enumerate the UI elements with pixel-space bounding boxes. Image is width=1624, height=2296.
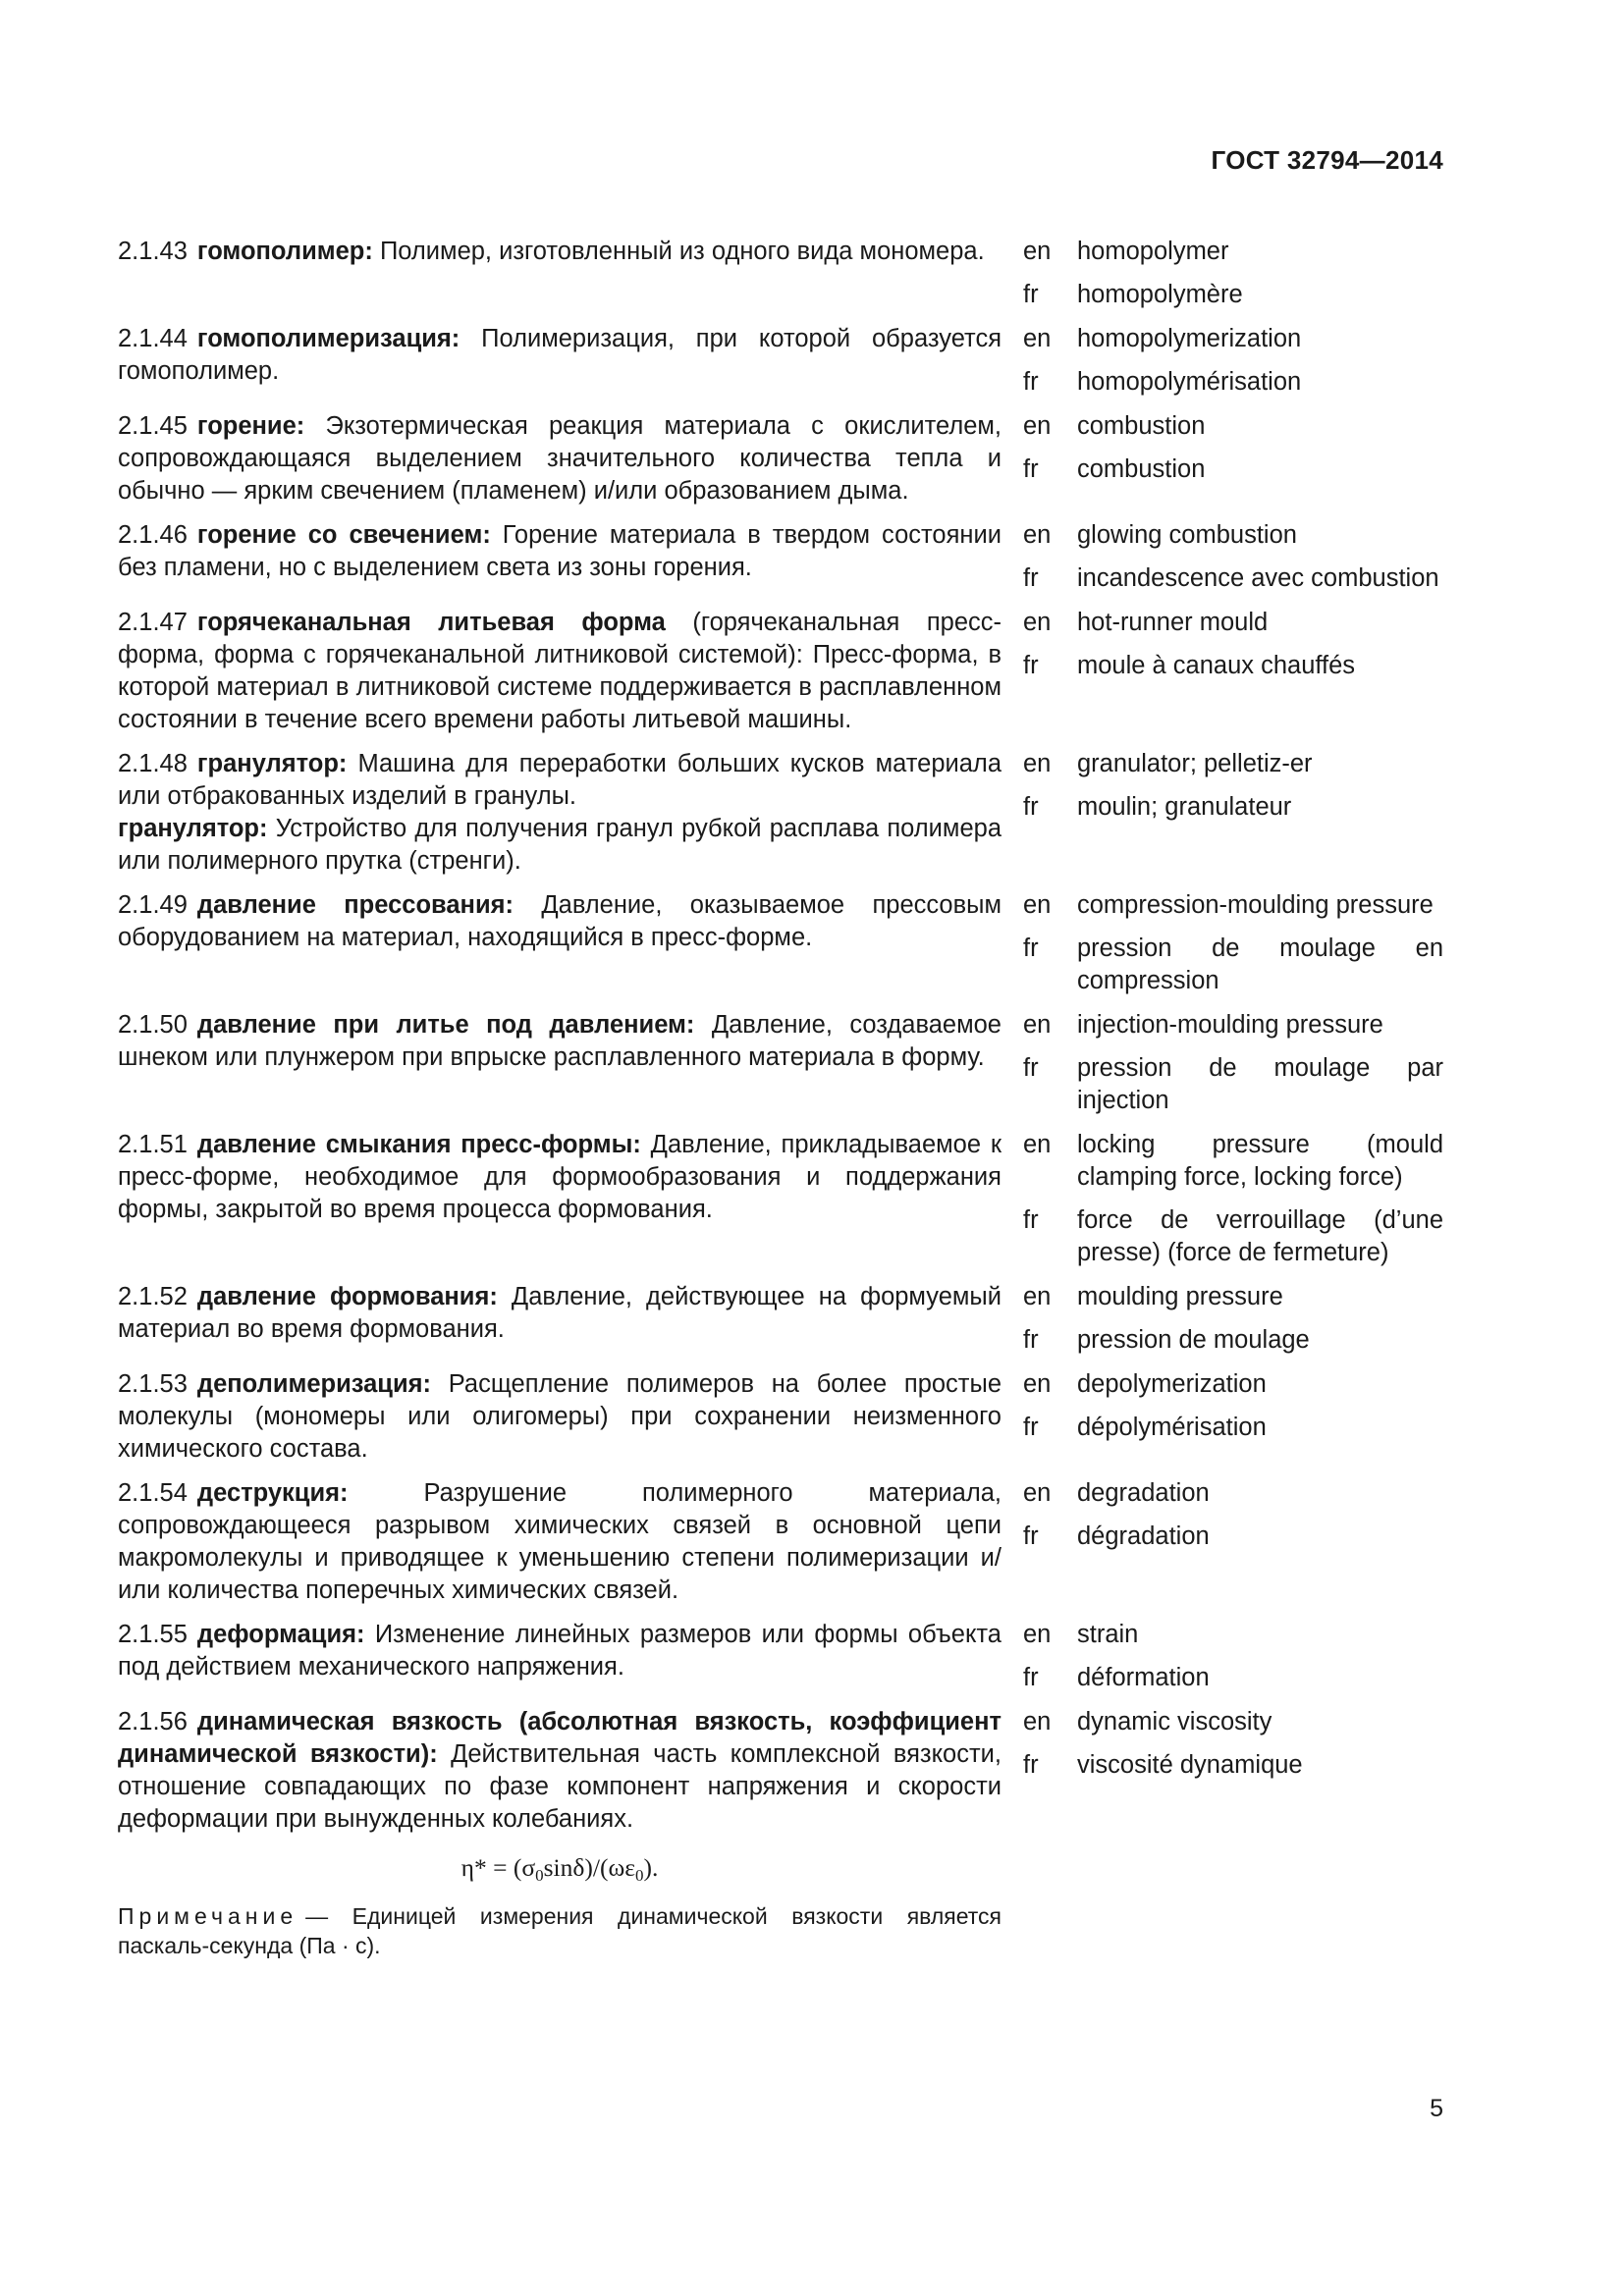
translation: degradation bbox=[1077, 1479, 1210, 1507]
term-entry bbox=[118, 1477, 1443, 1607]
translation: pression de moulage bbox=[1077, 1326, 1310, 1354]
term-definition bbox=[118, 1009, 1001, 1117]
term-name: давление при литье под давлением: bbox=[196, 1011, 695, 1039]
term-number: 2.1.53 bbox=[118, 1370, 188, 1398]
term-text: Экзотермическая реакция материала с окислителем, сопровождающаяся выделением значительного количества тепла и обычно — ярким свечением (пламенем) и/или образованием дыма. bbox=[118, 412, 1001, 505]
translation: homopolymerization bbox=[1077, 325, 1302, 352]
translation: dynamic viscosity bbox=[1077, 1708, 1272, 1735]
translation: pression de moulage en compression bbox=[1077, 934, 1443, 994]
term-definition bbox=[118, 1368, 1001, 1466]
translation: moule à canaux chauffés bbox=[1077, 652, 1356, 679]
term-translations bbox=[1023, 889, 1443, 997]
term-definition bbox=[118, 1477, 1001, 1607]
translation: moulin; granulateur bbox=[1077, 793, 1292, 821]
translation: granulator; pelletiz-er bbox=[1077, 750, 1313, 777]
term-definition bbox=[118, 1619, 1001, 1694]
term-text: Разрушение полимерного материала, сопровождающееся разрывом химических связей в основной цепи макромолекулы и приводящее к уменьшению степени полимеризации и/или количества поперечных химических связей. bbox=[118, 1479, 1001, 1604]
term-text: Давление, создаваемое шнеком или плунжером при впрыске расплавленного материала в форму. bbox=[118, 1011, 1001, 1071]
term-text: Давление, прикладываемое к пресс-форме, необходимое для формообразования и поддержания формы, закрытой во время процесса формования. bbox=[118, 1131, 1001, 1223]
term-number: 2.1.54 bbox=[118, 1479, 188, 1507]
lang-code: en bbox=[1023, 750, 1052, 777]
term-translations bbox=[1023, 519, 1443, 595]
term-translations bbox=[1023, 1706, 1443, 1960]
term-number: 2.1.49 bbox=[118, 891, 188, 919]
viscosity-formula: $\eta* = (\sigma_0\sin\delta)/(\omega\varepsilon_0)$. bbox=[460, 1853, 659, 1885]
lang-code: fr bbox=[1023, 1751, 1039, 1779]
term-entry bbox=[118, 1619, 1443, 1694]
lang-code: fr bbox=[1023, 1206, 1039, 1234]
lang-code: fr bbox=[1023, 934, 1039, 962]
page-number: 5 bbox=[1430, 2095, 1443, 2122]
note bbox=[118, 1901, 1001, 1960]
lang-code: en bbox=[1023, 1131, 1052, 1158]
translation: pression de moulage par injection bbox=[1077, 1054, 1443, 1114]
lang-code: fr bbox=[1023, 368, 1039, 396]
lang-code: fr bbox=[1023, 455, 1039, 483]
translation: depolymerization bbox=[1077, 1370, 1267, 1398]
term-text: Изменение линейных размеров или формы объекта под действием механического напряжения. bbox=[118, 1621, 1001, 1681]
term-name: деформация: bbox=[196, 1621, 365, 1648]
note-text: — Единицей измерения динамической вязкости является паскаль-секунда (Па · с). bbox=[118, 1903, 1001, 1958]
term-number: 2.1.55 bbox=[118, 1621, 188, 1648]
term-entry bbox=[118, 323, 1443, 399]
terms-list bbox=[118, 236, 1443, 1972]
term-text: Полимер, изготовленный из одного вида мономера. bbox=[372, 238, 985, 265]
translation: viscosité dynamique bbox=[1077, 1751, 1303, 1779]
lang-code: fr bbox=[1023, 1054, 1039, 1082]
term-translations bbox=[1023, 1477, 1443, 1607]
lang-code: en bbox=[1023, 1708, 1052, 1735]
term-translations bbox=[1023, 236, 1443, 311]
translation: compression-moulding pressure bbox=[1077, 891, 1434, 919]
term-name: давление прессования: bbox=[196, 891, 514, 919]
translation: moulding pressure bbox=[1077, 1283, 1283, 1310]
term-entry bbox=[118, 889, 1443, 997]
term-entry bbox=[118, 410, 1443, 507]
translation: dégradation bbox=[1077, 1522, 1210, 1550]
term-entry bbox=[118, 1706, 1443, 1960]
term-text: Действительная часть комплексной вязкости, отношение совпадающих по фазе компонент напряжения и скорости деформации при вынужденных колебаниях. bbox=[118, 1740, 1001, 1833]
term-name: динамическая вязкость (абсолютная вязкость, коэффициент динамической вязкости): bbox=[118, 1708, 1001, 1768]
term-number: 2.1.52 bbox=[118, 1283, 188, 1310]
term-text: Горение материала в твердом состоянии без пламени, но с выделением света из зоны горения. bbox=[118, 521, 1001, 581]
lang-code: fr bbox=[1023, 1414, 1039, 1441]
lang-code: en bbox=[1023, 1283, 1052, 1310]
term-translations bbox=[1023, 1129, 1443, 1269]
lang-code: en bbox=[1023, 325, 1052, 352]
lang-code: fr bbox=[1023, 1522, 1039, 1550]
translation: locking pressure (mould clamping force, locking force) bbox=[1077, 1131, 1443, 1191]
translation: homopolymère bbox=[1077, 281, 1243, 308]
lang-code: fr bbox=[1023, 1664, 1039, 1691]
lang-code: fr bbox=[1023, 281, 1039, 308]
term-translations bbox=[1023, 607, 1443, 736]
translation: incandescence avec combustion bbox=[1077, 564, 1439, 592]
term-translations bbox=[1023, 323, 1443, 399]
term-definition bbox=[118, 410, 1001, 507]
lang-code: en bbox=[1023, 891, 1052, 919]
translation: dépolymérisation bbox=[1077, 1414, 1267, 1441]
term-number: 2.1.47 bbox=[118, 609, 188, 636]
term-name: гомополимеризация: bbox=[196, 325, 460, 352]
term-name: гранулятор: bbox=[196, 750, 348, 777]
term-name: давление формования: bbox=[196, 1283, 498, 1310]
lang-code: en bbox=[1023, 521, 1052, 549]
term-definition bbox=[118, 889, 1001, 997]
lang-code: en bbox=[1023, 1621, 1052, 1648]
translation: homopolymérisation bbox=[1077, 368, 1302, 396]
term-translations bbox=[1023, 1368, 1443, 1466]
term-number: 2.1.56 bbox=[118, 1708, 188, 1735]
term-entry bbox=[118, 1281, 1443, 1357]
term-translations bbox=[1023, 1009, 1443, 1117]
term-translations bbox=[1023, 410, 1443, 507]
lang-code: fr bbox=[1023, 652, 1039, 679]
term-entry bbox=[118, 607, 1443, 736]
lang-code: fr bbox=[1023, 793, 1039, 821]
term-entry bbox=[118, 748, 1443, 878]
term-number: 2.1.46 bbox=[118, 521, 188, 549]
term-text: Машина для переработки больших кусков материала или отбракованных изделий в гранулы. bbox=[118, 750, 1001, 810]
term-definition bbox=[118, 519, 1001, 595]
lang-code: en bbox=[1023, 1011, 1052, 1039]
term-definition bbox=[118, 1706, 1001, 1960]
translation: combustion bbox=[1077, 455, 1206, 483]
term-text: (горячеканальная пресс-форма, форма с горячеканальной литниковой системой): Пресс-форма, в которой материал в литниковой системе поддерживается в расплавленном состоянии в течение всего времени работы литьевой машины. bbox=[118, 609, 1001, 733]
term-text: Полимеризация, при которой образуется гомополимер. bbox=[118, 325, 1001, 385]
term-name: деструкция: bbox=[196, 1479, 349, 1507]
document-id: ГОСТ 32794—2014 bbox=[1211, 145, 1443, 175]
note-label: Примечание bbox=[118, 1903, 298, 1929]
term-name: давление смыкания пресс-формы: bbox=[196, 1131, 641, 1158]
term-translations bbox=[1023, 748, 1443, 878]
translation: injection-moulding pressure bbox=[1077, 1011, 1383, 1039]
term-entry bbox=[118, 1129, 1443, 1269]
lang-code: en bbox=[1023, 609, 1052, 636]
translation: homopolymer bbox=[1077, 238, 1229, 265]
lang-code: fr bbox=[1023, 564, 1039, 592]
lang-code: en bbox=[1023, 412, 1052, 440]
term-number: 2.1.51 bbox=[118, 1131, 188, 1158]
term-number: 2.1.50 bbox=[118, 1011, 188, 1039]
lang-code: en bbox=[1023, 238, 1052, 265]
term-name: гомополимер: bbox=[196, 238, 373, 265]
term-entry bbox=[118, 1009, 1443, 1117]
term-definition bbox=[118, 607, 1001, 736]
term-text: Давление, оказываемое прессовым оборудованием на материал, находящийся в пресс-форме. bbox=[118, 891, 1002, 951]
term-number: 2.1.48 bbox=[118, 750, 188, 777]
term-translations bbox=[1023, 1281, 1443, 1357]
term-translations bbox=[1023, 1619, 1443, 1694]
term-text: Расщепление полимеров на более простые молекулы (мономеры или олигомеры) при сохранении неизменного химического состава. bbox=[118, 1370, 1001, 1463]
term-name: деполимеризация: bbox=[196, 1370, 432, 1398]
term-entry bbox=[118, 1368, 1443, 1466]
term-definition bbox=[118, 323, 1001, 399]
term-text: Давление, действующее на формуемый материал во время формования. bbox=[118, 1283, 1001, 1343]
lang-code: en bbox=[1023, 1479, 1052, 1507]
lang-code: fr bbox=[1023, 1326, 1039, 1354]
term-number: 2.1.45 bbox=[118, 412, 188, 440]
term-definition bbox=[118, 236, 1001, 311]
term-entry bbox=[118, 236, 1443, 311]
term-definition bbox=[118, 1129, 1001, 1269]
term-name: гранулятор: bbox=[118, 815, 268, 842]
term-entry bbox=[118, 519, 1443, 595]
translation: déformation bbox=[1077, 1664, 1210, 1691]
translation: strain bbox=[1077, 1621, 1139, 1648]
term-text: Устройство для получения гранул рубкой расплава полимера или полимерного прутка (стренги). bbox=[118, 815, 1001, 875]
translation: force de verrouillage (d’une presse) (force de fermeture) bbox=[1077, 1206, 1443, 1266]
term-name: горение со свечением: bbox=[196, 521, 491, 549]
term-definition bbox=[118, 748, 1001, 878]
translation: glowing combustion bbox=[1077, 521, 1297, 549]
term-number: 2.1.44 bbox=[118, 325, 188, 352]
term-definition bbox=[118, 1281, 1001, 1357]
lang-code: en bbox=[1023, 1370, 1052, 1398]
term-name: горячеканальная литьевая форма bbox=[196, 609, 666, 636]
translation: combustion bbox=[1077, 412, 1206, 440]
translation: hot-runner mould bbox=[1077, 609, 1269, 636]
term-name: горение: bbox=[196, 412, 305, 440]
term-number: 2.1.43 bbox=[118, 238, 188, 265]
